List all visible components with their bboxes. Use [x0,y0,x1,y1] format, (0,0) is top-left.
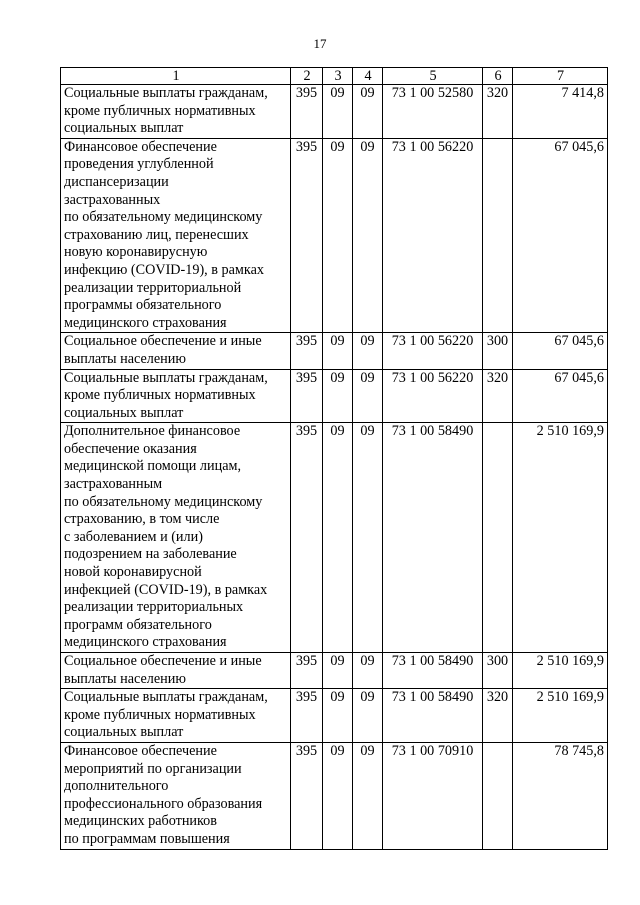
code-cell: 395 [291,333,323,369]
type-cell: 320 [483,369,513,423]
header-cell-section: 3 [323,68,353,85]
name-line: по обязательному медицинскому [64,209,263,226]
section-cell: 09 [323,138,353,333]
section-cell: 09 [323,653,353,689]
table-row [61,85,608,139]
name-line: по обязательному медицинскому [64,493,263,510]
name-cell [61,689,291,743]
name-line: с заболеванием и (или) [64,528,203,545]
name-line: медицинского страхования [64,634,227,651]
name-line: программ обязательного [64,616,212,633]
type-cell [483,423,513,653]
name-cell [61,138,291,333]
section-cell: 09 [323,85,353,139]
amount-cell: 2 510 169,9 [513,423,608,653]
name-line: Социальное обеспечение и иные [64,333,262,350]
amount-cell: 67 045,6 [513,333,608,369]
name-line: социальных выплат [64,404,184,421]
subsection-cell: 09 [353,369,383,423]
amount-cell: 2 510 169,9 [513,689,608,743]
name-line: инфекцией (COVID-19), в рамках [64,581,268,598]
name-line: подозрением на заболевание [64,546,237,563]
section-cell: 09 [323,333,353,369]
name-line: застрахованных [64,191,161,208]
name-cell [61,423,291,653]
table-row [61,138,608,333]
amount-cell: 2 510 169,9 [513,653,608,689]
code-cell: 395 [291,423,323,653]
code-cell: 395 [291,653,323,689]
type-cell: 320 [483,689,513,743]
type-cell: 320 [483,85,513,139]
code-cell: 395 [291,369,323,423]
name-line: кроме публичных нормативных [64,706,256,723]
name-line: медицинской помощи лицам, [64,458,242,475]
budget-table [60,67,608,850]
header-cell-name: 1 [61,68,291,85]
name-line: по программам повышения [64,830,230,847]
header-cell-target: 5 [383,68,483,85]
page-number: 17 [313,36,327,51]
name-cell [61,333,291,369]
name-line: реализации территориальных [64,599,244,616]
name-cell [61,369,291,423]
target-cell: 73 1 00 56220 [383,138,483,333]
table-row [61,423,608,653]
header-cell-type: 6 [483,68,513,85]
name-line: Социальные выплаты гражданам, [64,689,268,706]
header-row [61,68,608,85]
type-cell: 300 [483,333,513,369]
subsection-cell: 09 [353,653,383,689]
name-line: страхованию лиц, перенесших [64,226,249,243]
code-cell: 395 [291,742,323,849]
amount-cell: 7 414,8 [513,85,608,139]
subsection-cell: 09 [353,742,383,849]
name-line: застрахованным [64,476,163,493]
name-line: Социальные выплаты гражданам, [64,85,268,101]
name-line: новой коронавирусной [64,564,202,581]
name-cell [61,742,291,849]
name-line: Социальные выплаты гражданам, [64,369,268,386]
subsection-cell: 09 [353,138,383,333]
name-line: дополнительного [64,778,169,795]
subsection-cell: 09 [353,85,383,139]
name-cell [61,85,291,139]
subsection-cell: 09 [353,689,383,743]
name-line: кроме публичных нормативных [64,102,256,119]
header-cell-code: 2 [291,68,323,85]
name-line: медицинских работников [64,813,217,830]
target-cell: 73 1 00 52580 [383,85,483,139]
name-line: профессионального образования [64,795,263,812]
name-line: обеспечение оказания [64,440,197,457]
table-row [61,689,608,743]
target-cell: 73 1 00 56220 [383,333,483,369]
name-line: мероприятий по организации [64,760,242,777]
name-line: новую коронавирусную [64,244,208,261]
name-line: социальных выплат [64,120,184,137]
name-line: выплаты населению [64,670,186,687]
code-cell: 395 [291,689,323,743]
type-cell [483,138,513,333]
name-line: страхованию, в том числе [64,511,220,528]
section-cell: 09 [323,689,353,743]
target-cell: 73 1 00 58490 [383,653,483,689]
table-row [61,333,608,369]
section-cell: 09 [323,369,353,423]
name-line: выплаты населению [64,350,186,367]
header-cell-subsection: 4 [353,68,383,85]
name-line: Финансовое обеспечение [64,138,217,155]
name-line: программы обязательного [64,297,222,314]
type-cell [483,742,513,849]
type-cell: 300 [483,653,513,689]
name-line: Социальное обеспечение и иные [64,653,262,669]
name-line: социальных выплат [64,724,184,741]
target-cell: 73 1 00 58490 [383,689,483,743]
amount-cell: 67 045,6 [513,138,608,333]
name-line: Дополнительное финансовое [64,423,241,440]
amount-cell: 67 045,6 [513,369,608,423]
subsection-cell: 09 [353,333,383,369]
code-cell: 395 [291,85,323,139]
table-row [61,742,608,849]
name-line: Финансовое обеспечение [64,742,217,759]
name-line: кроме публичных нормативных [64,387,256,404]
name-line: инфекцию (COVID-19), в рамках [64,261,264,278]
name-cell [61,653,291,689]
target-cell: 73 1 00 70910 [383,742,483,849]
name-line: проведения углубленной [64,156,214,173]
target-cell: 73 1 00 56220 [383,369,483,423]
header-cell-amount: 7 [513,68,608,85]
name-line: реализации территориальной [64,279,242,296]
subsection-cell: 09 [353,423,383,653]
name-line: медицинского страхования [64,314,227,331]
code-cell: 395 [291,138,323,333]
name-line: диспансеризации [64,173,169,190]
section-cell: 09 [323,423,353,653]
amount-cell: 78 745,8 [513,742,608,849]
target-cell: 73 1 00 58490 [383,423,483,653]
section-cell: 09 [323,742,353,849]
table-row [61,369,608,423]
table-row [61,653,608,689]
